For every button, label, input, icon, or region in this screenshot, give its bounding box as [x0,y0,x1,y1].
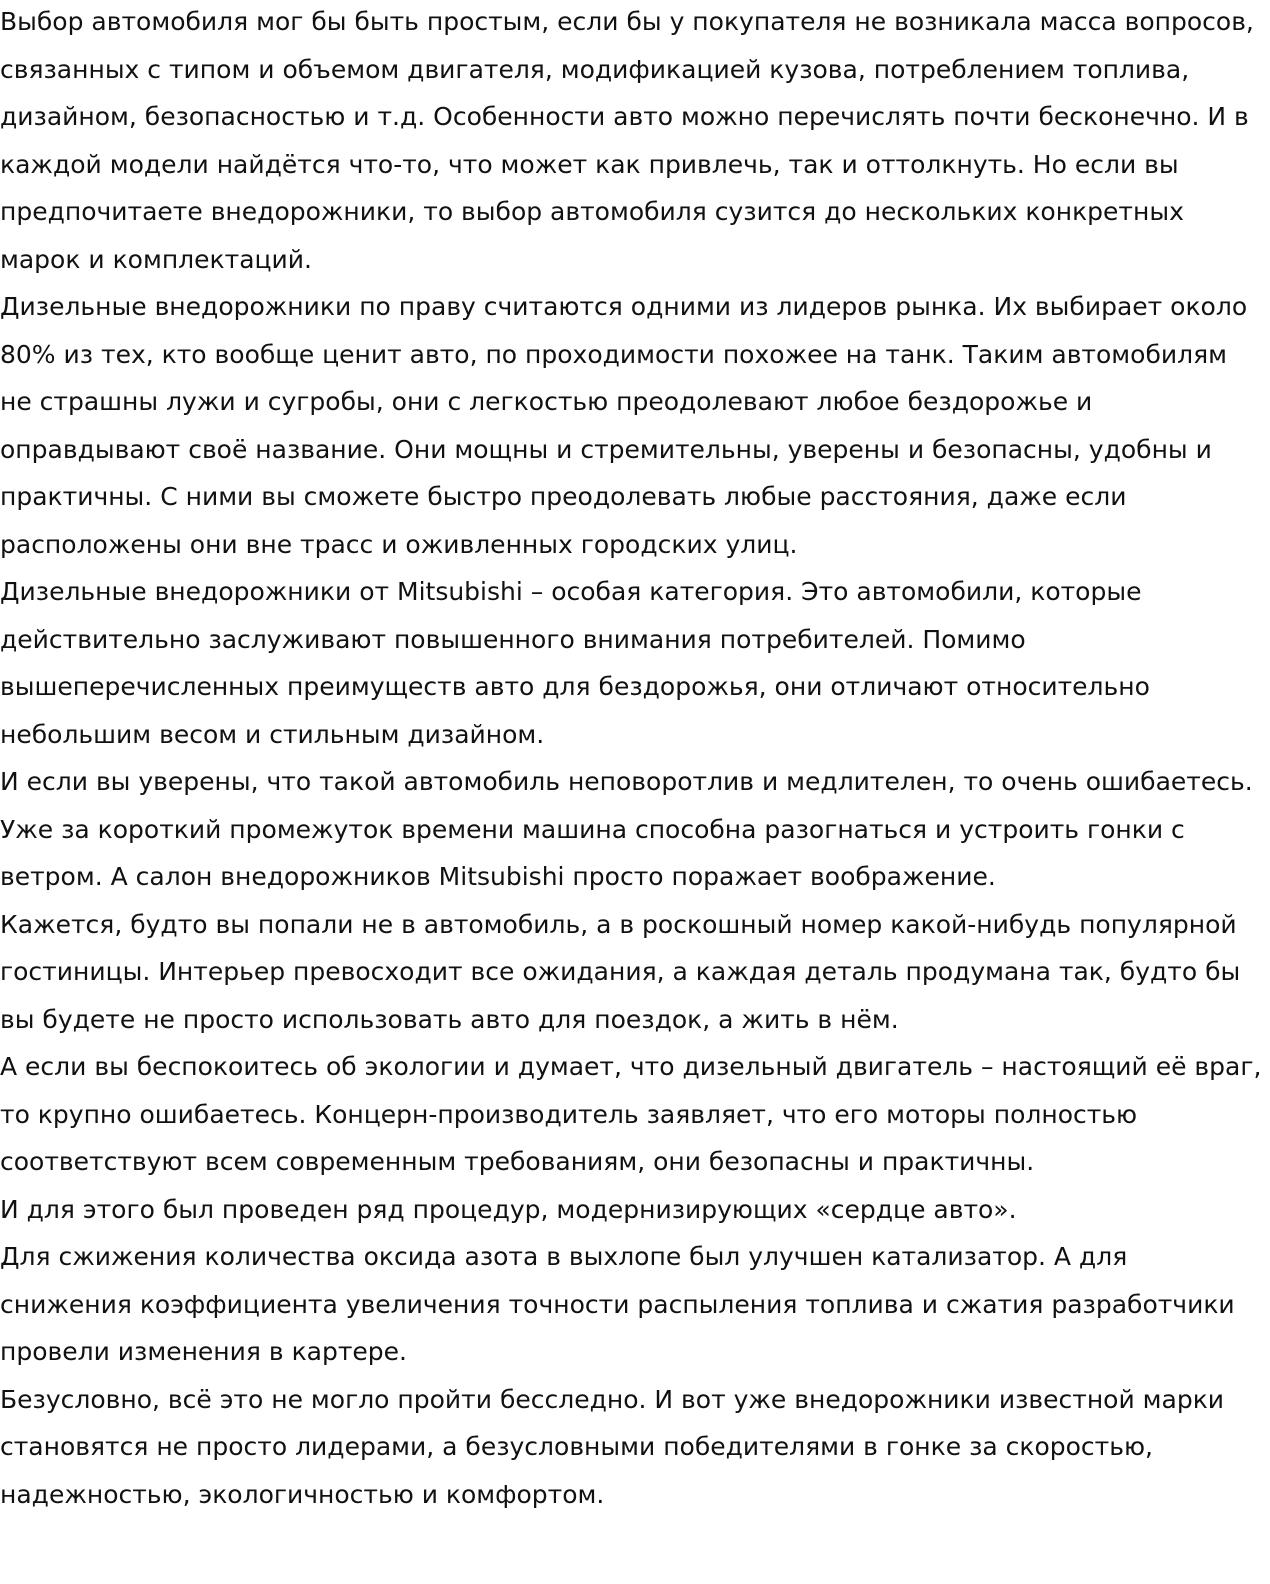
paragraph-luxury-interior: Кажется, будто вы попали не в автомобиль, а в роскошный номер какой-нибудь популярной гостиницы. Интерьер превосходит все ожидания, а каждая деталь продумана так, будто бы вы будете не просто использовать авто для поездок, а жить в нём. [0,909,1241,1034]
paragraph-intro: Выбор автомобиля мог бы быть простым, если бы у покупателя не возникала масса вопросов, связанных с типом и объемом двигателя, модификацией кузова, потреблением топлива, дизайном, безопасностью и т.д. Особенности авто можно перечислять почти бесконечно. И в каждой модели найдётся что-то, что может как привлечь, так и оттолкнуть. Но если вы предпочитаете внедорожники, то выбор автомобиля сузится до нескольких конкретных марок и комплектаций. [0,7,1254,274]
paragraph-diesel-suv-leaders: Дизельные внедорожники по праву считаются одними из лидеров рынка. Их выбирает около 80% из тех, кто вообще ценит авто, по проходимости похожее на танк. Таким автомобилям не страшны лужи и сугробы, они с легкостью преодолевают любое бездорожье и оправдывают своё название. Они мощны и стремительны, уверены и безопасны, удобны и практичны. С ними вы сможете быстро преодолевать любые расстояния, даже если расположены они вне трасс и оживленных городских улиц. [0,292,1248,559]
paragraph-conclusion: Безусловно, всё это не могло пройти бесследно. И вот уже внедорожники известной марки становятся не просто лидерами, а безусловными победителями в гонке за скоростью, надежностью, экологичностью и комфортом. [0,1384,1225,1509]
paragraph-engine-modernization: И для этого был проведен ряд процедур, модернизирующих «сердце авто». [0,1194,1017,1224]
paragraph-ecology: А если вы беспокоитесь об экологии и думает, что дизельный двигатель – настоящий её враг, то крупно ошибаетесь. Концерн-производитель заявляет, что его моторы полностью соответствуют всем современным требованиям, они безопасны и практичны. [0,1052,1262,1176]
paragraph-mitsubishi-category: Дизельные внедорожники от Mitsubishi – особая категория. Это автомобили, которые действительно заслуживают повышенного внимания потребителей. Помимо вышеперечисленных преимуществ авто для бездорожья, они отличают относительно небольшим весом и стильным дизайном. [0,577,1150,749]
paragraph-catalyst-improvements: Для сжижения количества оксида азота в выхлопе был улучшен катализатор. А для снижения коэффициента увеличения точности распыления топлива и сжатия разработчики провели изменения в картере. [0,1242,1235,1366]
paragraph-speed-and-interior: И если вы уверены, что такой автомобиль неповоротлив и медлителен, то очень ошибаетесь. Уже за короткий промежуток времени машина способна разогнаться и устроить гонки с ветром. А салон внедорожников Mitsubishi просто поражает воображение. [0,767,1253,891]
